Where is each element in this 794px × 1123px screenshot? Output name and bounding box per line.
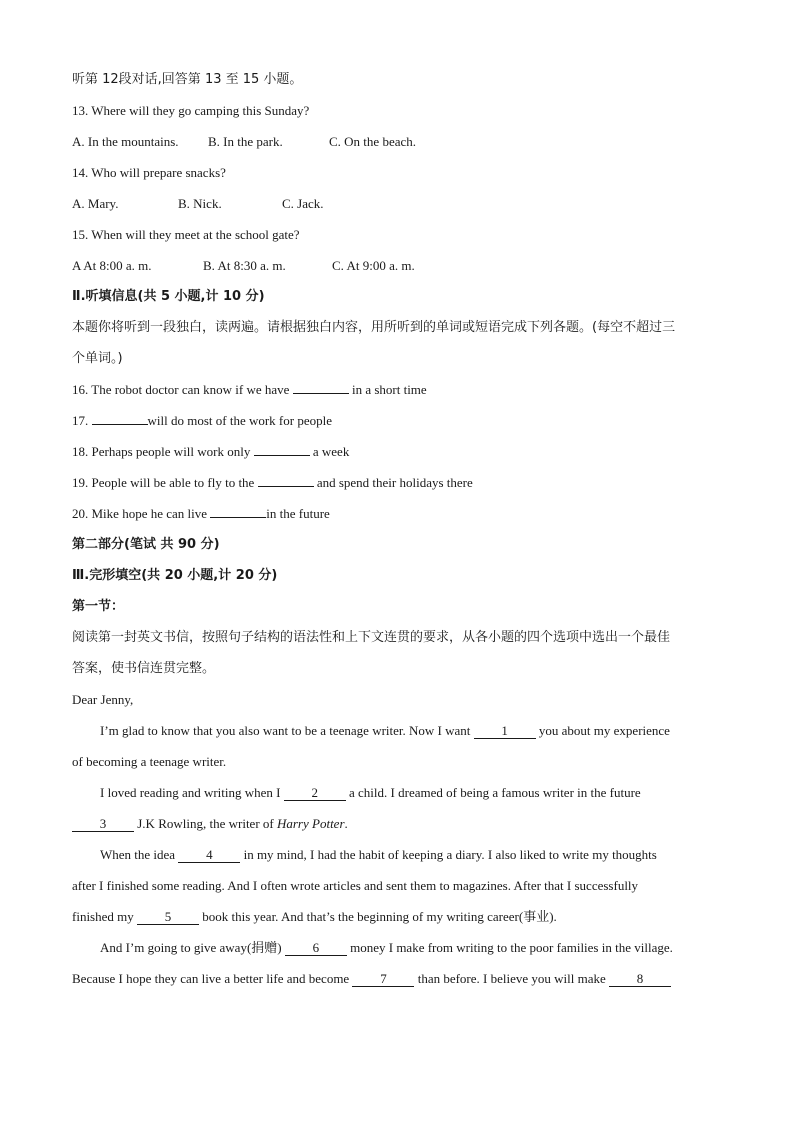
answer-blank-20[interactable] [210, 503, 266, 518]
option-15b: B. At 8:30 a. m. [203, 258, 286, 273]
exam-page [72, 64, 724, 994]
option-15a: A At 8:00 a. m. [72, 258, 152, 273]
cloze-blank-6[interactable]: 6 [285, 941, 347, 956]
question-18: 18. Perhaps people will work only a week [72, 436, 724, 467]
letter-p1-line1: I’m glad to know that you also want to be a teenage writer. Now I want 1 you about my experience [100, 723, 670, 738]
cloze-blank-4[interactable]: 4 [178, 848, 240, 863]
answer-blank-17[interactable] [92, 410, 148, 425]
question-16: 16. The robot doctor can know if we have in a short time [72, 374, 724, 405]
letter-p3-line1: When the idea 4 in my mind, I had the habit of keeping a diary. I also liked to write my thoughts [100, 847, 657, 862]
option-15c: C. At 9:00 a. m. [332, 258, 415, 273]
letter-p1-line2: of becoming a teenage writer. [72, 754, 227, 769]
letter-p3-line2: after I finished some reading. And I often wrote articles and sent them to magazines. After that I successfully [72, 878, 639, 893]
letter-p2-line1: I loved reading and writing when I 2 a child. I dreamed of being a famous writer in the future [100, 785, 641, 800]
letter-p2-line2: 3 J.K Rowling, the writer of Harry Potter. [72, 808, 724, 839]
answer-blank-19[interactable] [258, 472, 314, 487]
question-14: 14. Who will prepare snacks? [72, 165, 226, 180]
question-17: 17. will do most of the work for people [72, 405, 724, 436]
letter-p4-line1: And I’m going to give away(捐赠) 6 money I make from writing to the poor families in the village. [100, 940, 673, 955]
section3-title: Ⅲ.完形填空(共 20 小题,计 20 分) [72, 568, 278, 583]
question-15-options [72, 250, 724, 281]
question-15: 15. When will they meet at the school gate? [72, 227, 300, 242]
answer-blank-18[interactable] [254, 441, 310, 456]
section3-instructions-2: 答案，使书信连贯完整。 [72, 661, 216, 676]
section3-instructions-1: 阅读第一封英文书信，按照句子结构的语法性和上下文连贯的要求，从各小题的四个选项中选出一个最佳 [72, 630, 671, 645]
question-13-options [72, 126, 724, 157]
question-19: 19. People will be able to fly to the and spend their holidays there [72, 467, 724, 498]
option-13b: B. In the park. [208, 134, 283, 149]
cloze-blank-7[interactable]: 7 [352, 972, 414, 987]
cloze-blank-1[interactable]: 1 [474, 724, 536, 739]
question-13: 13. Where will they go camping this Sunday? [72, 103, 310, 118]
option-14b: B. Nick. [178, 196, 222, 211]
cloze-blank-8[interactable]: 8 [609, 972, 671, 987]
option-14a: A. Mary. [72, 196, 119, 211]
option-13c: C. On the beach. [329, 134, 417, 149]
section1-intro: 听第 12段对话,回答第 13 至 15 小题。 [72, 72, 303, 87]
section2-instructions-1: 本题你将听到一段独白，读两遍。请根据独白内容，用所听到的单词或短语完成下列各题。(每空不超过三 [72, 320, 676, 335]
subsection-title: 第一节： [72, 599, 125, 614]
option-13a: A. In the mountains. [72, 134, 179, 149]
letter-greeting: Dear Jenny, [72, 692, 134, 707]
letter-p4-line2: Because I hope they can live a better life and become 7 than before. I believe you will make 8 [72, 963, 724, 994]
cloze-blank-3[interactable]: 3 [72, 817, 134, 832]
answer-blank-16[interactable] [293, 379, 349, 394]
letter-p3-line3: finished my 5 book this year. And that’s the beginning of my writing career(事业). [72, 909, 557, 924]
cloze-blank-5[interactable]: 5 [137, 910, 199, 925]
section2-instructions-2: 个单词。) [72, 351, 123, 366]
book-title: Harry Potter [276, 816, 345, 831]
question-20: 20. Mike hope he can live in the future [72, 498, 724, 529]
section2-title: Ⅱ.听填信息(共 5 小题,计 10 分) [72, 289, 265, 304]
cloze-blank-2[interactable]: 2 [284, 786, 346, 801]
part2-title: 第二部分(笔试 共 90 分) [72, 537, 220, 552]
option-14c: C. Jack. [282, 196, 324, 211]
question-14-options [72, 188, 724, 219]
